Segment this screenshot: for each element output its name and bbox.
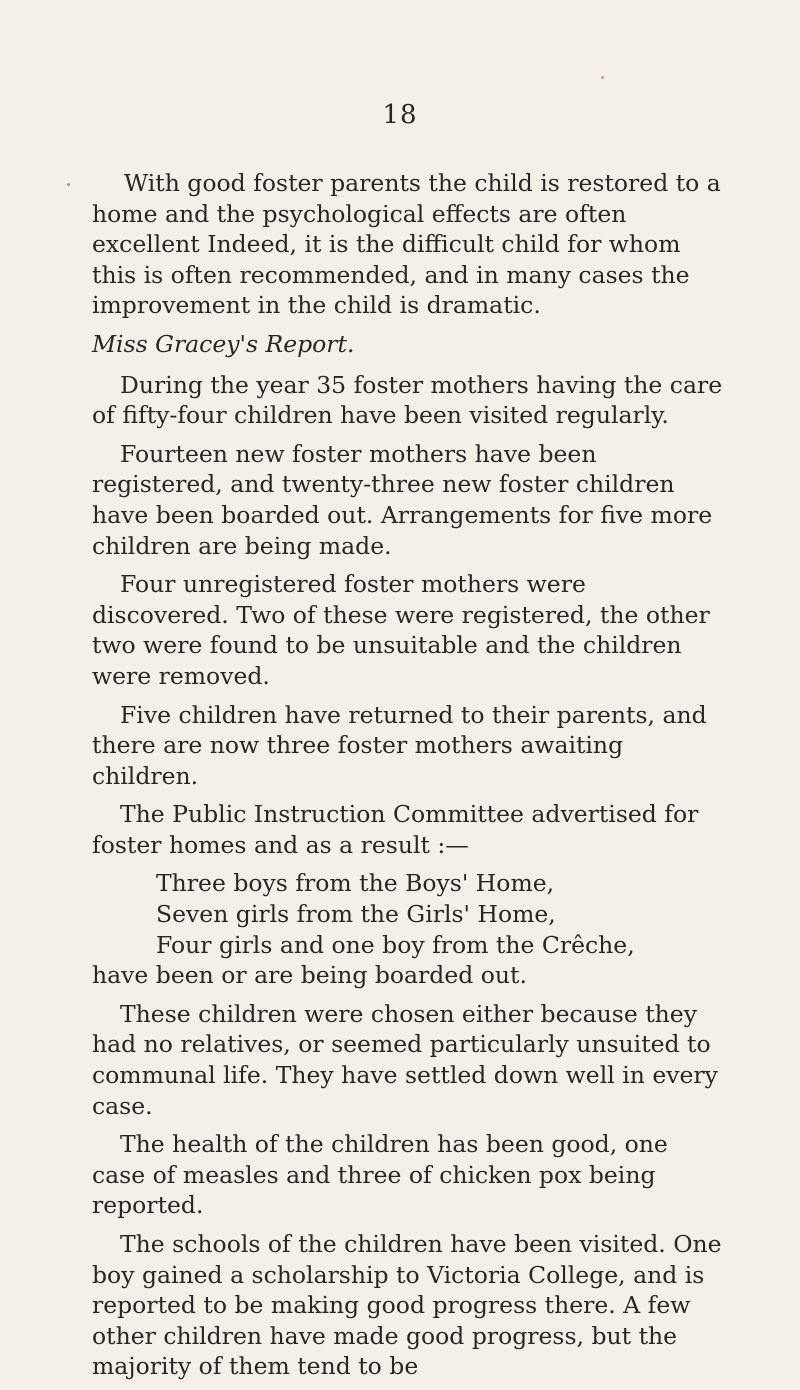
section-heading: Miss Gracey's Report. [92,329,355,358]
list-item: Seven girls from the Girls' Home, [156,900,556,929]
paper-speck [601,76,604,79]
paper-speck [67,183,70,186]
list-item: Three boys from the Boys' Home, [156,869,555,898]
paragraph: During the year 35 foster mothers having the care of fifty-four children have been visited regularly. [92,370,723,430]
paragraph: These children were chosen either because they had no relatives, or seemed particularly unsuited to communal life. They have settled down well in every case. [92,999,718,1120]
body-text [92,168,728,1390]
paragraph: The Public Instruction Committee advertised for foster homes and as a result :— [92,800,699,859]
paragraph: The health of the children has been good, one case of measles and three of chicken pox being reported. [92,1130,668,1220]
paragraph: With good foster parents the child is restored to a home and the psychological effects are often excellent Indeed, it is the difficult child for whom this is often recommended, and in many cases the improvement in the child is dramatic. [92,169,721,320]
paragraph: Fourteen new foster mothers have been registered, and twenty-three new foster children have been boarded out. Arrangements for five more children are being made. [92,439,713,560]
page-number: 18 [382,100,418,130]
paragraph: Four unregistered foster mothers were discovered. Two of these were registered, the other two were found to be unsuitable and the children were removed. [92,570,710,690]
list-item: Four girls and one boy from the Crêche, [156,930,635,959]
paragraph: have been or are being boarded out. [92,961,527,990]
paragraph: Five children have returned to their parents, and there are now three foster mothers awaiting children. [92,700,707,790]
paragraph: The schools of the children have been visited. One boy gained a scholarship to Victoria College, and is reported to be making good progress there. A few other children have made good progress, but the majority of them tend to be [92,1230,722,1381]
